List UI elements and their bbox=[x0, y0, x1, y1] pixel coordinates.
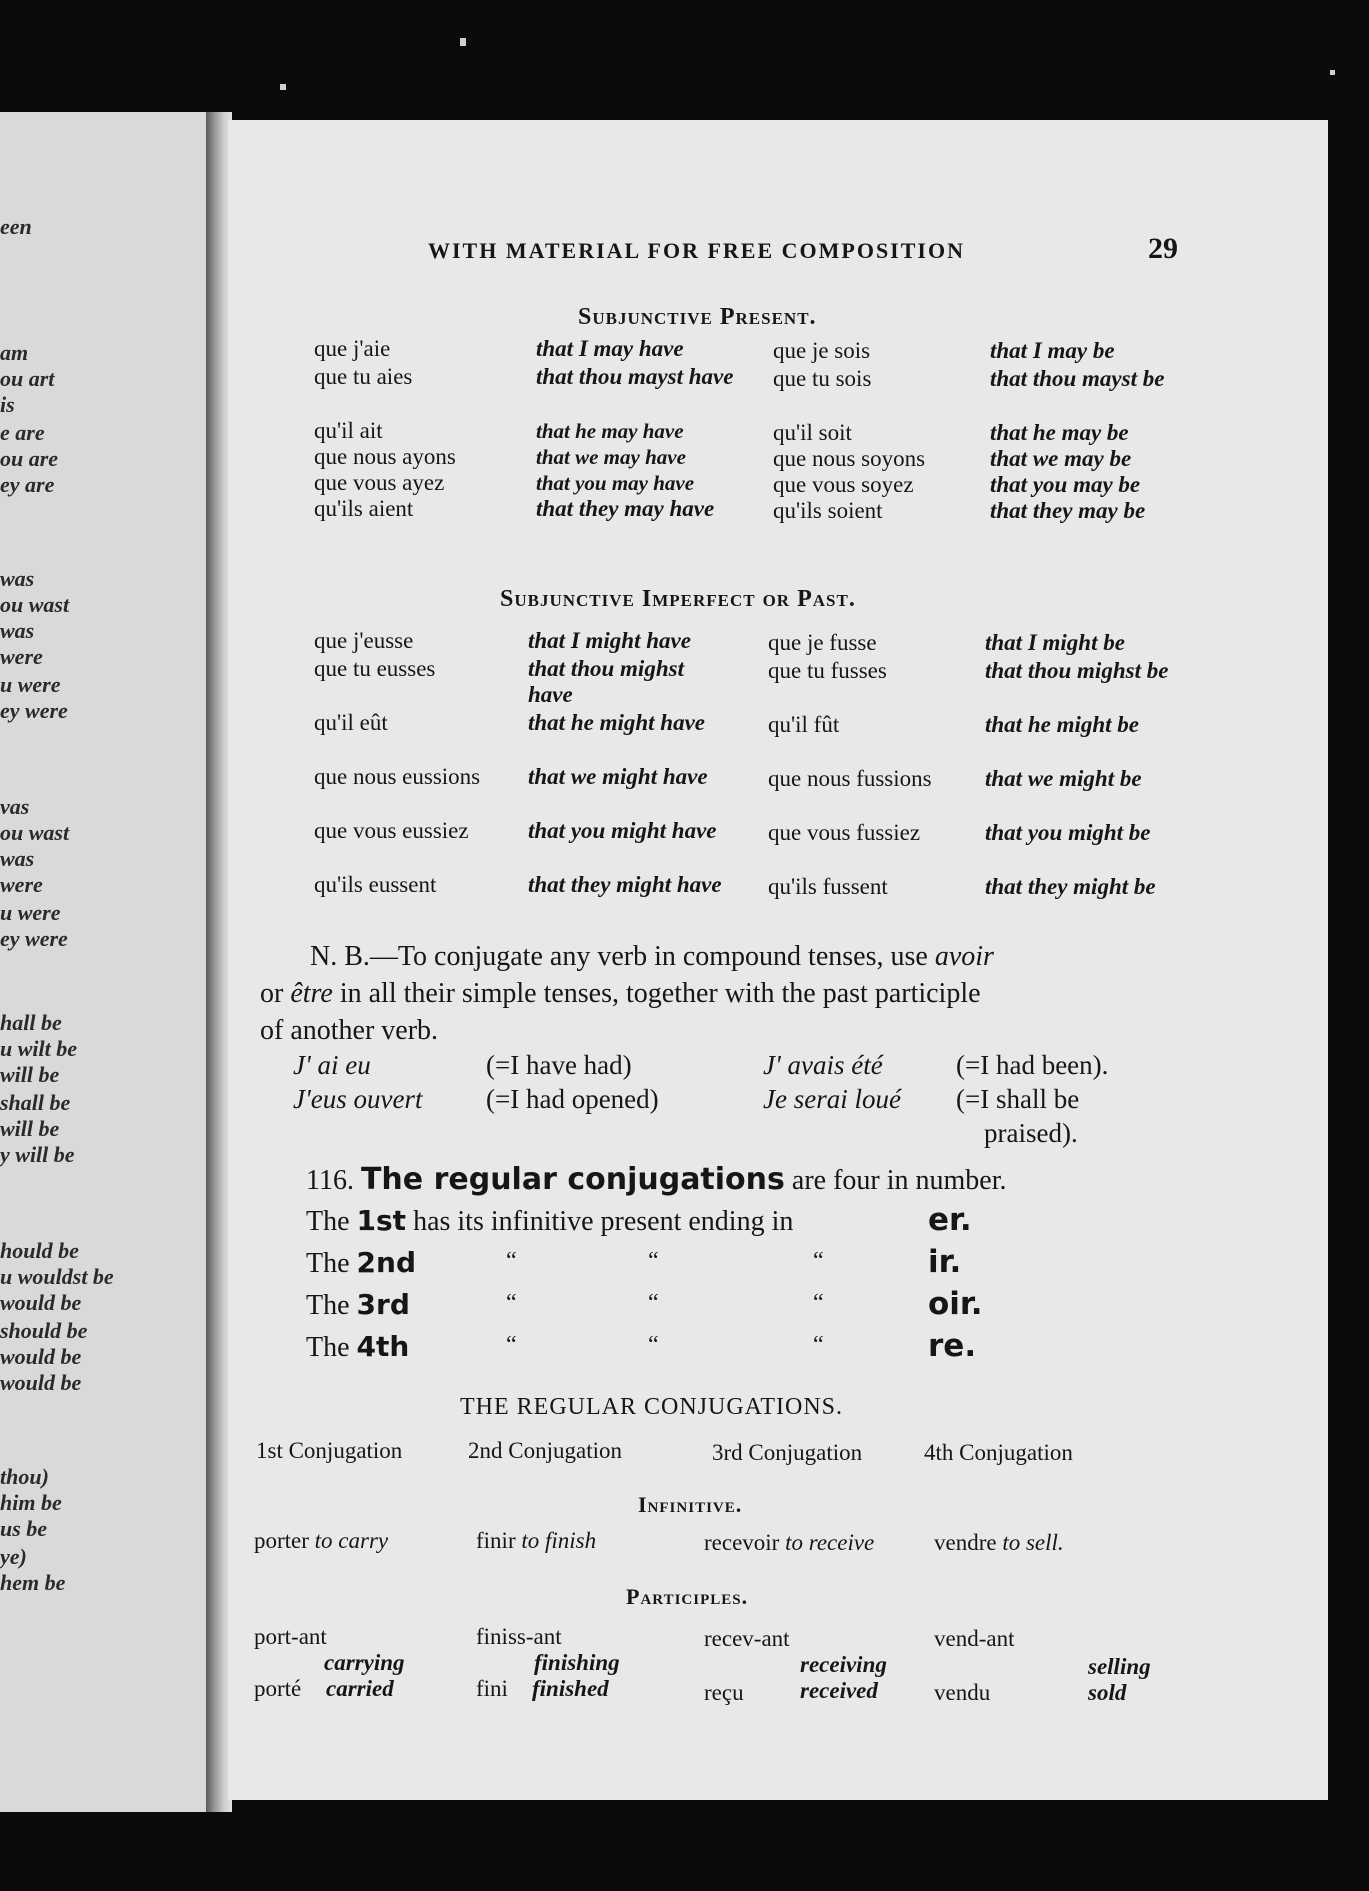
ordinal: 2nd bbox=[356, 1246, 416, 1279]
ending-row-label bbox=[306, 1330, 409, 1364]
etre-fr: que je fusse bbox=[768, 630, 877, 655]
left-page-line: is bbox=[0, 392, 15, 417]
ditto-mark: “ bbox=[648, 1248, 659, 1274]
infinitive bbox=[254, 1528, 388, 1554]
left-page-line: u wilt be bbox=[0, 1036, 78, 1061]
example-en: (=I shall be bbox=[956, 1084, 1080, 1114]
left-page-line: ou wast bbox=[0, 820, 70, 845]
nb-text: or bbox=[260, 978, 291, 1009]
left-page-line: een bbox=[0, 214, 32, 239]
avoir-en: that I might have bbox=[528, 628, 691, 653]
left-page-line: were bbox=[0, 872, 43, 897]
avoir-en: that they may have bbox=[536, 496, 715, 521]
infinitive-en: to sell. bbox=[1002, 1530, 1064, 1555]
nb-paragraph bbox=[260, 938, 1190, 1049]
present-participle-fr: finiss-ant bbox=[476, 1624, 562, 1649]
infinitive-fr: recevoir bbox=[704, 1530, 780, 1555]
infinitive-en: to carry bbox=[314, 1528, 389, 1553]
ordinal: 1st bbox=[356, 1204, 407, 1237]
left-page-line: ye) bbox=[0, 1544, 27, 1569]
left-page-line: thou) bbox=[0, 1464, 49, 1489]
avoir-fr: que vous eussiez bbox=[314, 818, 469, 843]
left-page-line: ey are bbox=[0, 472, 55, 497]
past-participle-fr: reçu bbox=[704, 1680, 744, 1705]
nb-text: N. B.—To conjugate any verb in compound tenses, use bbox=[310, 941, 935, 972]
left-page-line: hem be bbox=[0, 1570, 66, 1595]
etre-fr: que vous soyez bbox=[773, 472, 914, 497]
etre-en: that thou mayst be bbox=[990, 366, 1165, 391]
example-fr: J'eus ouvert bbox=[293, 1084, 423, 1114]
etre-en: that they might be bbox=[985, 874, 1156, 899]
the-word: The bbox=[306, 1206, 350, 1237]
left-page-line: u wouldst be bbox=[0, 1264, 114, 1289]
scan-speck bbox=[1330, 70, 1335, 75]
ditto-mark: “ bbox=[648, 1332, 659, 1358]
scan-speck bbox=[460, 38, 466, 46]
left-page-line: should be bbox=[0, 1318, 88, 1343]
left-page-line: shall be bbox=[0, 1090, 71, 1115]
avoir-en: that thou mayst have bbox=[536, 364, 734, 389]
ending-row-label bbox=[306, 1204, 793, 1238]
example-fr: J' avais été bbox=[763, 1050, 883, 1080]
etre-fr: que vous fussiez bbox=[768, 820, 921, 845]
participles-heading: Participles. bbox=[626, 1584, 749, 1609]
the-word: The bbox=[306, 1248, 350, 1279]
left-page-line: ey were bbox=[0, 698, 68, 723]
present-participle-en: receiving bbox=[800, 1652, 887, 1677]
nb-text: in all their simple tenses, together with the past participle bbox=[332, 978, 981, 1009]
left-page-line: hall be bbox=[0, 1010, 62, 1035]
page-number: 29 bbox=[1148, 232, 1178, 265]
ditto-mark: “ bbox=[813, 1332, 824, 1358]
book-page bbox=[228, 120, 1328, 1800]
etre-en: that we might be bbox=[985, 766, 1142, 791]
avoir-fr: que j'aie bbox=[314, 336, 391, 361]
infinitive-fr: vendre bbox=[934, 1530, 997, 1555]
ditto-mark: “ bbox=[506, 1248, 517, 1274]
present-participle-fr: recev-ant bbox=[704, 1626, 790, 1651]
running-title: WITH MATERIAL FOR FREE COMPOSITION bbox=[428, 238, 965, 263]
past-participle-fr: vendu bbox=[934, 1680, 991, 1705]
section-number: 116. bbox=[306, 1165, 354, 1196]
column-header: 1st Conjugation bbox=[256, 1438, 403, 1463]
left-page-line: was bbox=[0, 566, 35, 591]
section-116-intro bbox=[306, 1162, 1006, 1197]
avoir-fr: que j'eusse bbox=[314, 628, 414, 653]
left-page-line: ey were bbox=[0, 926, 68, 951]
avoir-fr: que nous ayons bbox=[314, 444, 456, 469]
etre-fr: que tu fusses bbox=[768, 658, 887, 683]
nb-avoir: avoir bbox=[934, 941, 994, 972]
infinitive-fr: porter bbox=[254, 1528, 309, 1553]
past-participle-en: carried bbox=[326, 1676, 394, 1701]
infinitive bbox=[934, 1530, 1064, 1556]
left-page-line: will be bbox=[0, 1062, 60, 1087]
nb-line bbox=[260, 938, 1190, 975]
etre-en: that I might be bbox=[985, 630, 1125, 655]
past-participle-en: finished bbox=[532, 1676, 609, 1701]
ending: ir. bbox=[928, 1244, 962, 1280]
avoir-fr: qu'il eût bbox=[314, 710, 388, 735]
nb-line: of another verb. bbox=[260, 1015, 439, 1046]
avoir-fr: qu'il ait bbox=[314, 418, 383, 443]
infinitive bbox=[704, 1530, 874, 1556]
left-page-line: u were bbox=[0, 672, 61, 697]
nb-line bbox=[260, 975, 1190, 1012]
ditto-mark: “ bbox=[648, 1290, 659, 1316]
past-participle-fr: fini bbox=[476, 1676, 508, 1701]
present-participle-en: finishing bbox=[534, 1650, 620, 1675]
nb-etre: être bbox=[290, 978, 333, 1009]
avoir-en: that thou mighst have bbox=[528, 656, 684, 707]
etre-fr: qu'ils soient bbox=[773, 498, 883, 523]
avoir-fr: que vous ayez bbox=[314, 470, 445, 495]
etre-en: that you may be bbox=[990, 472, 1141, 497]
scan-speck bbox=[280, 84, 286, 90]
ending-row-label bbox=[306, 1288, 410, 1322]
etre-en: that you might be bbox=[985, 820, 1151, 845]
ditto-mark: “ bbox=[506, 1290, 517, 1316]
regular-conjugations-title: THE REGULAR CONJUGATIONS. bbox=[460, 1394, 843, 1420]
column-header: 2nd Conjugation bbox=[468, 1438, 622, 1463]
left-page-line: e are bbox=[0, 420, 45, 445]
avoir-en: that we may have bbox=[536, 445, 686, 469]
etre-fr: que je sois bbox=[773, 338, 871, 363]
subjunctive-imperfect-heading: Subjunctive Imperfect or Past. bbox=[500, 586, 856, 612]
example-en-continued: praised). bbox=[984, 1118, 1078, 1148]
left-page-line: u were bbox=[0, 900, 61, 925]
present-participle-fr: vend-ant bbox=[934, 1626, 1015, 1651]
past-participle-en: received bbox=[800, 1678, 878, 1703]
left-page-line: us be bbox=[0, 1516, 48, 1541]
avoir-en: that you may have bbox=[536, 471, 695, 495]
left-page-line: would be bbox=[0, 1290, 82, 1315]
avoir-en: that I may have bbox=[536, 336, 684, 361]
the-word: The bbox=[306, 1332, 350, 1363]
column-header: 4th Conjugation bbox=[924, 1440, 1073, 1465]
avoir-fr: que nous eussions bbox=[314, 764, 481, 789]
example-fr: Je serai loué bbox=[763, 1084, 901, 1114]
left-page-line: would be bbox=[0, 1344, 82, 1369]
ending-description: has its infinitive present ending in bbox=[413, 1206, 794, 1237]
left-page-line: ou are bbox=[0, 446, 59, 471]
avoir-fr: qu'ils aient bbox=[314, 496, 414, 521]
ending: er. bbox=[928, 1202, 972, 1238]
avoir-en: that he might have bbox=[528, 710, 705, 735]
avoir-en: that you might have bbox=[528, 818, 717, 843]
infinitive-en: to receive bbox=[785, 1530, 875, 1555]
etre-fr: qu'il soit bbox=[773, 420, 852, 445]
section-rest: are four in number. bbox=[784, 1165, 1007, 1196]
left-page-line: am bbox=[0, 340, 29, 365]
infinitive bbox=[476, 1528, 596, 1554]
ditto-mark: “ bbox=[813, 1290, 824, 1316]
avoir-fr: que tu eusses bbox=[314, 656, 436, 681]
past-participle-fr: porté bbox=[254, 1676, 302, 1701]
present-participle-fr: port-ant bbox=[254, 1624, 327, 1649]
ending: re. bbox=[928, 1328, 977, 1364]
etre-fr: que nous fussions bbox=[768, 766, 932, 791]
ending: oir. bbox=[928, 1286, 983, 1322]
present-participle-en: carrying bbox=[324, 1650, 405, 1675]
left-page-line: was bbox=[0, 618, 35, 643]
subjunctive-present-heading: Subjunctive Present. bbox=[578, 304, 817, 330]
left-page-line: y will be bbox=[0, 1142, 75, 1167]
etre-fr: qu'il fût bbox=[768, 712, 840, 737]
ending-row-label bbox=[306, 1246, 416, 1280]
left-page-line: vas bbox=[0, 794, 30, 819]
left-page-line: hould be bbox=[0, 1238, 79, 1263]
infinitive-fr: finir bbox=[476, 1528, 516, 1553]
etre-fr: que tu sois bbox=[773, 366, 872, 391]
avoir-en: that he may have bbox=[536, 419, 684, 443]
etre-en: that he may be bbox=[990, 420, 1129, 445]
etre-en: that I may be bbox=[990, 338, 1115, 363]
section-bold-lead: The regular conjugations bbox=[360, 1162, 785, 1197]
left-page-line: were bbox=[0, 644, 43, 669]
left-page-line: ou art bbox=[0, 366, 55, 391]
past-participle-en: sold bbox=[1088, 1680, 1127, 1705]
avoir-en: that they might have bbox=[528, 872, 722, 897]
left-page-line: would be bbox=[0, 1370, 82, 1395]
avoir-fr: qu'ils eussent bbox=[314, 872, 437, 897]
etre-en: that he might be bbox=[985, 712, 1139, 737]
infinitive-en: to finish bbox=[521, 1528, 597, 1553]
ditto-mark: “ bbox=[813, 1248, 824, 1274]
example-en: (=I had opened) bbox=[486, 1084, 659, 1114]
example-en: (=I have had) bbox=[486, 1050, 632, 1080]
ordinal: 3rd bbox=[356, 1288, 410, 1321]
avoir-en: that we might have bbox=[528, 764, 708, 789]
example-en: (=I had been). bbox=[956, 1050, 1109, 1080]
etre-en: that we may be bbox=[990, 446, 1132, 471]
present-participle-en: selling bbox=[1088, 1654, 1151, 1679]
avoir-fr: que tu aies bbox=[314, 364, 413, 389]
left-page-fragment bbox=[0, 112, 212, 1812]
ditto-mark: “ bbox=[506, 1332, 517, 1358]
etre-en: that they may be bbox=[990, 498, 1146, 523]
the-word: The bbox=[306, 1290, 350, 1321]
etre-fr: qu'ils fussent bbox=[768, 874, 888, 899]
column-header: 3rd Conjugation bbox=[712, 1440, 863, 1465]
etre-en: that thou mighst be bbox=[985, 658, 1169, 683]
left-page-line: ou wast bbox=[0, 592, 70, 617]
etre-fr: que nous soyons bbox=[773, 446, 926, 471]
infinitive-heading: Infinitive. bbox=[638, 1492, 743, 1517]
example-fr: J' ai eu bbox=[293, 1050, 371, 1080]
left-page-line: will be bbox=[0, 1116, 60, 1141]
left-page-line: was bbox=[0, 846, 35, 871]
ordinal: 4th bbox=[356, 1330, 410, 1363]
left-page-line: him be bbox=[0, 1490, 62, 1515]
